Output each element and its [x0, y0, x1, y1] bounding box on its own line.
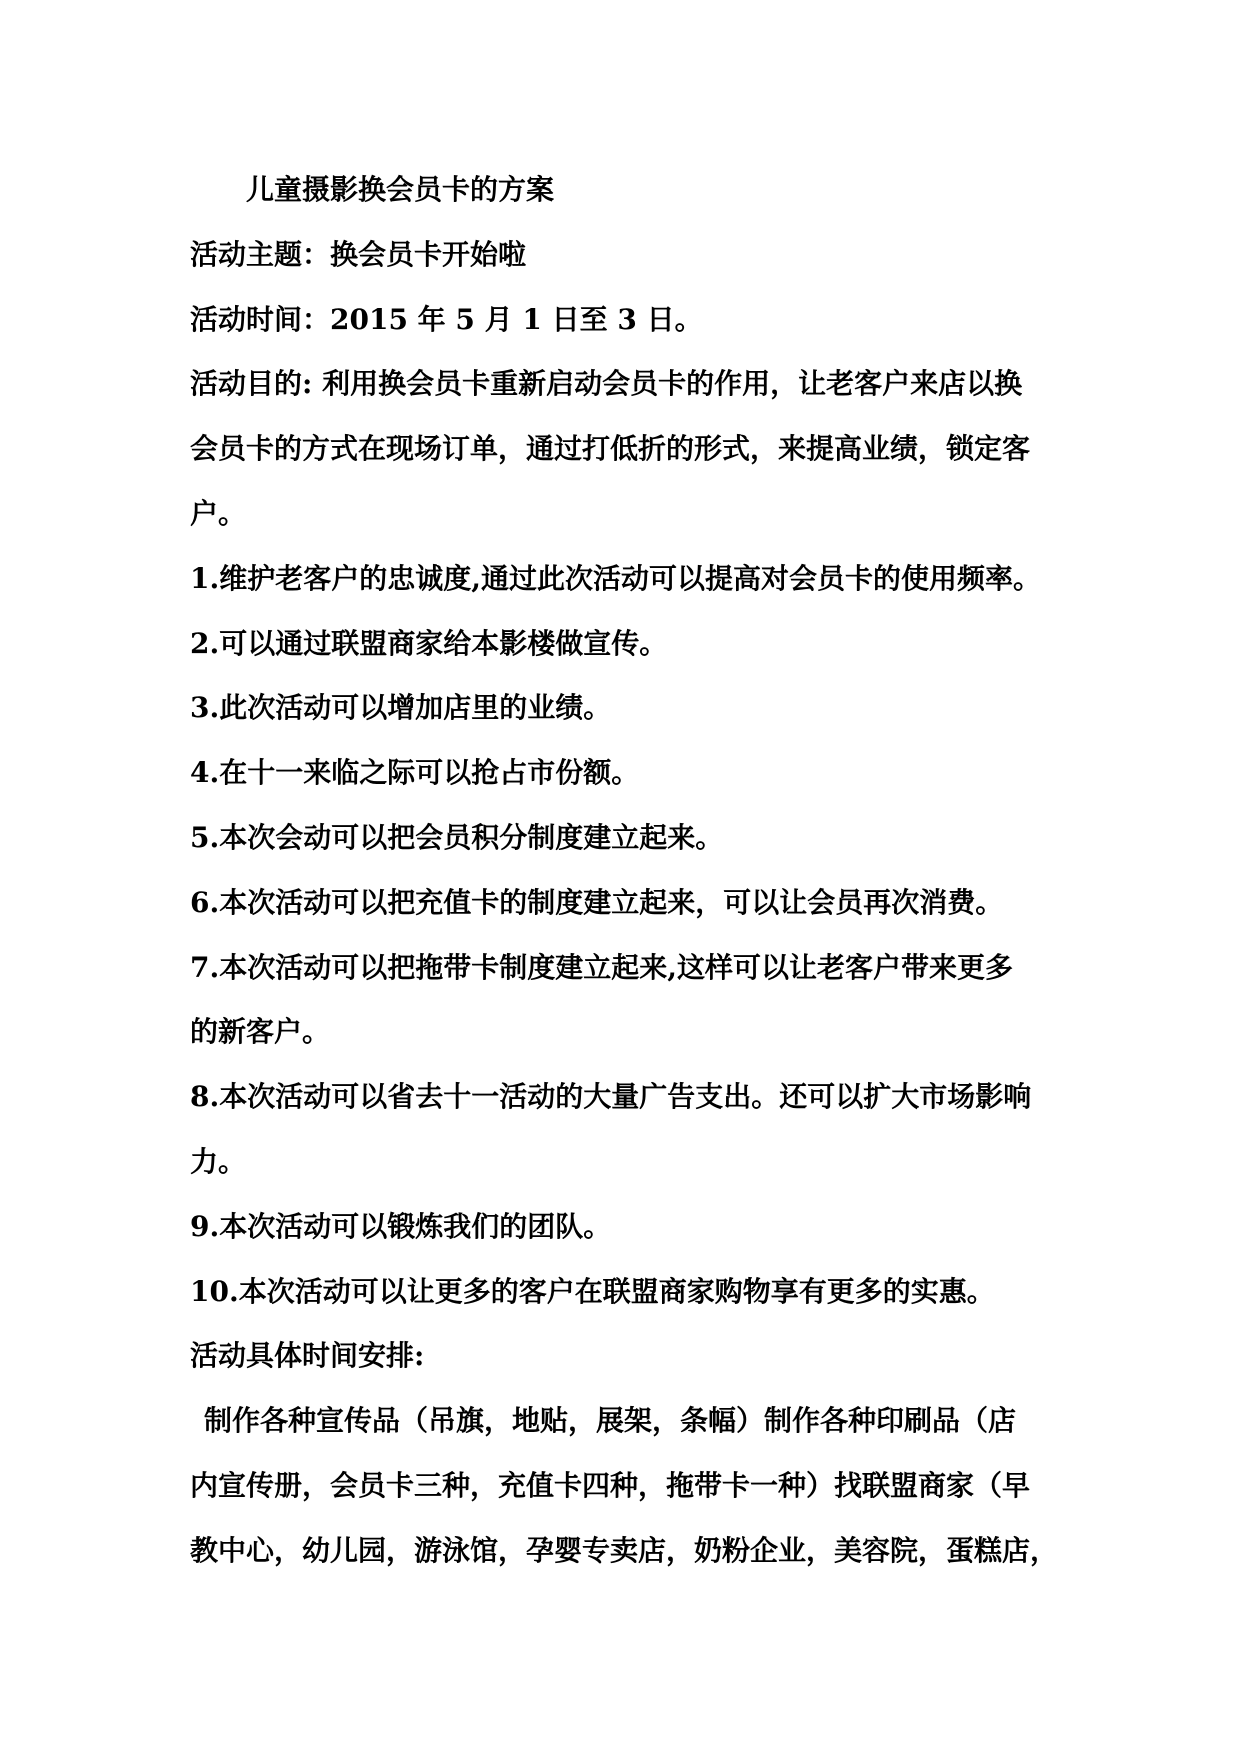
point-line: 的新客户。 — [190, 1015, 331, 1049]
schedule-heading: 活动具体时间安排: — [190, 1339, 425, 1373]
activity-purpose-line: 户。 — [190, 496, 247, 530]
point-line: 2.可以通过联盟商家给本影楼做宣传。 — [190, 626, 668, 660]
schedule-line: 内宣传册，会员卡三种，充值卡四种，拖带卡一种）找联盟商家（早 — [190, 1468, 1031, 1502]
activity-purpose-line: 会员卡的方式在现场订单，通过打低折的形式，来提高业绩，锁定客 — [190, 432, 1031, 466]
activity-theme: 活动主题：换会员卡开始啦 — [190, 237, 527, 271]
activity-time: 活动时间：2015 年 5 月 1 日至 3 日。 — [190, 302, 703, 336]
activity-purpose-line: 活动目的: 利用换会员卡重新启动会员卡的作用，让老客户来店以换 — [190, 367, 1023, 401]
point-line: 7.本次活动可以把拖带卡制度建立起来,这样可以让老客户带来更多 — [190, 950, 1013, 984]
schedule-line: 教中心，幼儿园，游泳馆，孕婴专卖店，奶粉企业，美容院，蛋糕店， — [190, 1533, 1059, 1567]
point-line: 3.此次活动可以增加店里的业绩。 — [190, 691, 612, 725]
document-title: 儿童摄影换会员卡的方案 — [246, 173, 555, 206]
point-line: 8.本次活动可以省去十一活动的大量广告支出。还可以扩大市场影响 — [190, 1080, 1032, 1114]
point-line: 6.本次活动可以把充值卡的制度建立起来，可以让会员再次消费。 — [190, 885, 1004, 919]
point-line: 10.本次活动可以让更多的客户在联盟商家购物享有更多的实惠。 — [190, 1274, 995, 1308]
document-body — [190, 158, 1070, 1584]
point-line: 1.维护老客户的忠诚度,通过此次活动可以提高对会员卡的使用频率。 — [190, 561, 1041, 595]
point-line: 5.本次会动可以把会员积分制度建立起来。 — [190, 820, 724, 854]
point-line: 4.在十一来临之际可以抢占市份额。 — [190, 756, 640, 790]
point-line: 9.本次活动可以锻炼我们的团队。 — [190, 1209, 612, 1243]
point-line: 力。 — [190, 1144, 247, 1178]
schedule-line: 制作各种宣传品（吊旗，地贴，展架，条幅）制作各种印刷品（店 — [204, 1404, 1017, 1438]
